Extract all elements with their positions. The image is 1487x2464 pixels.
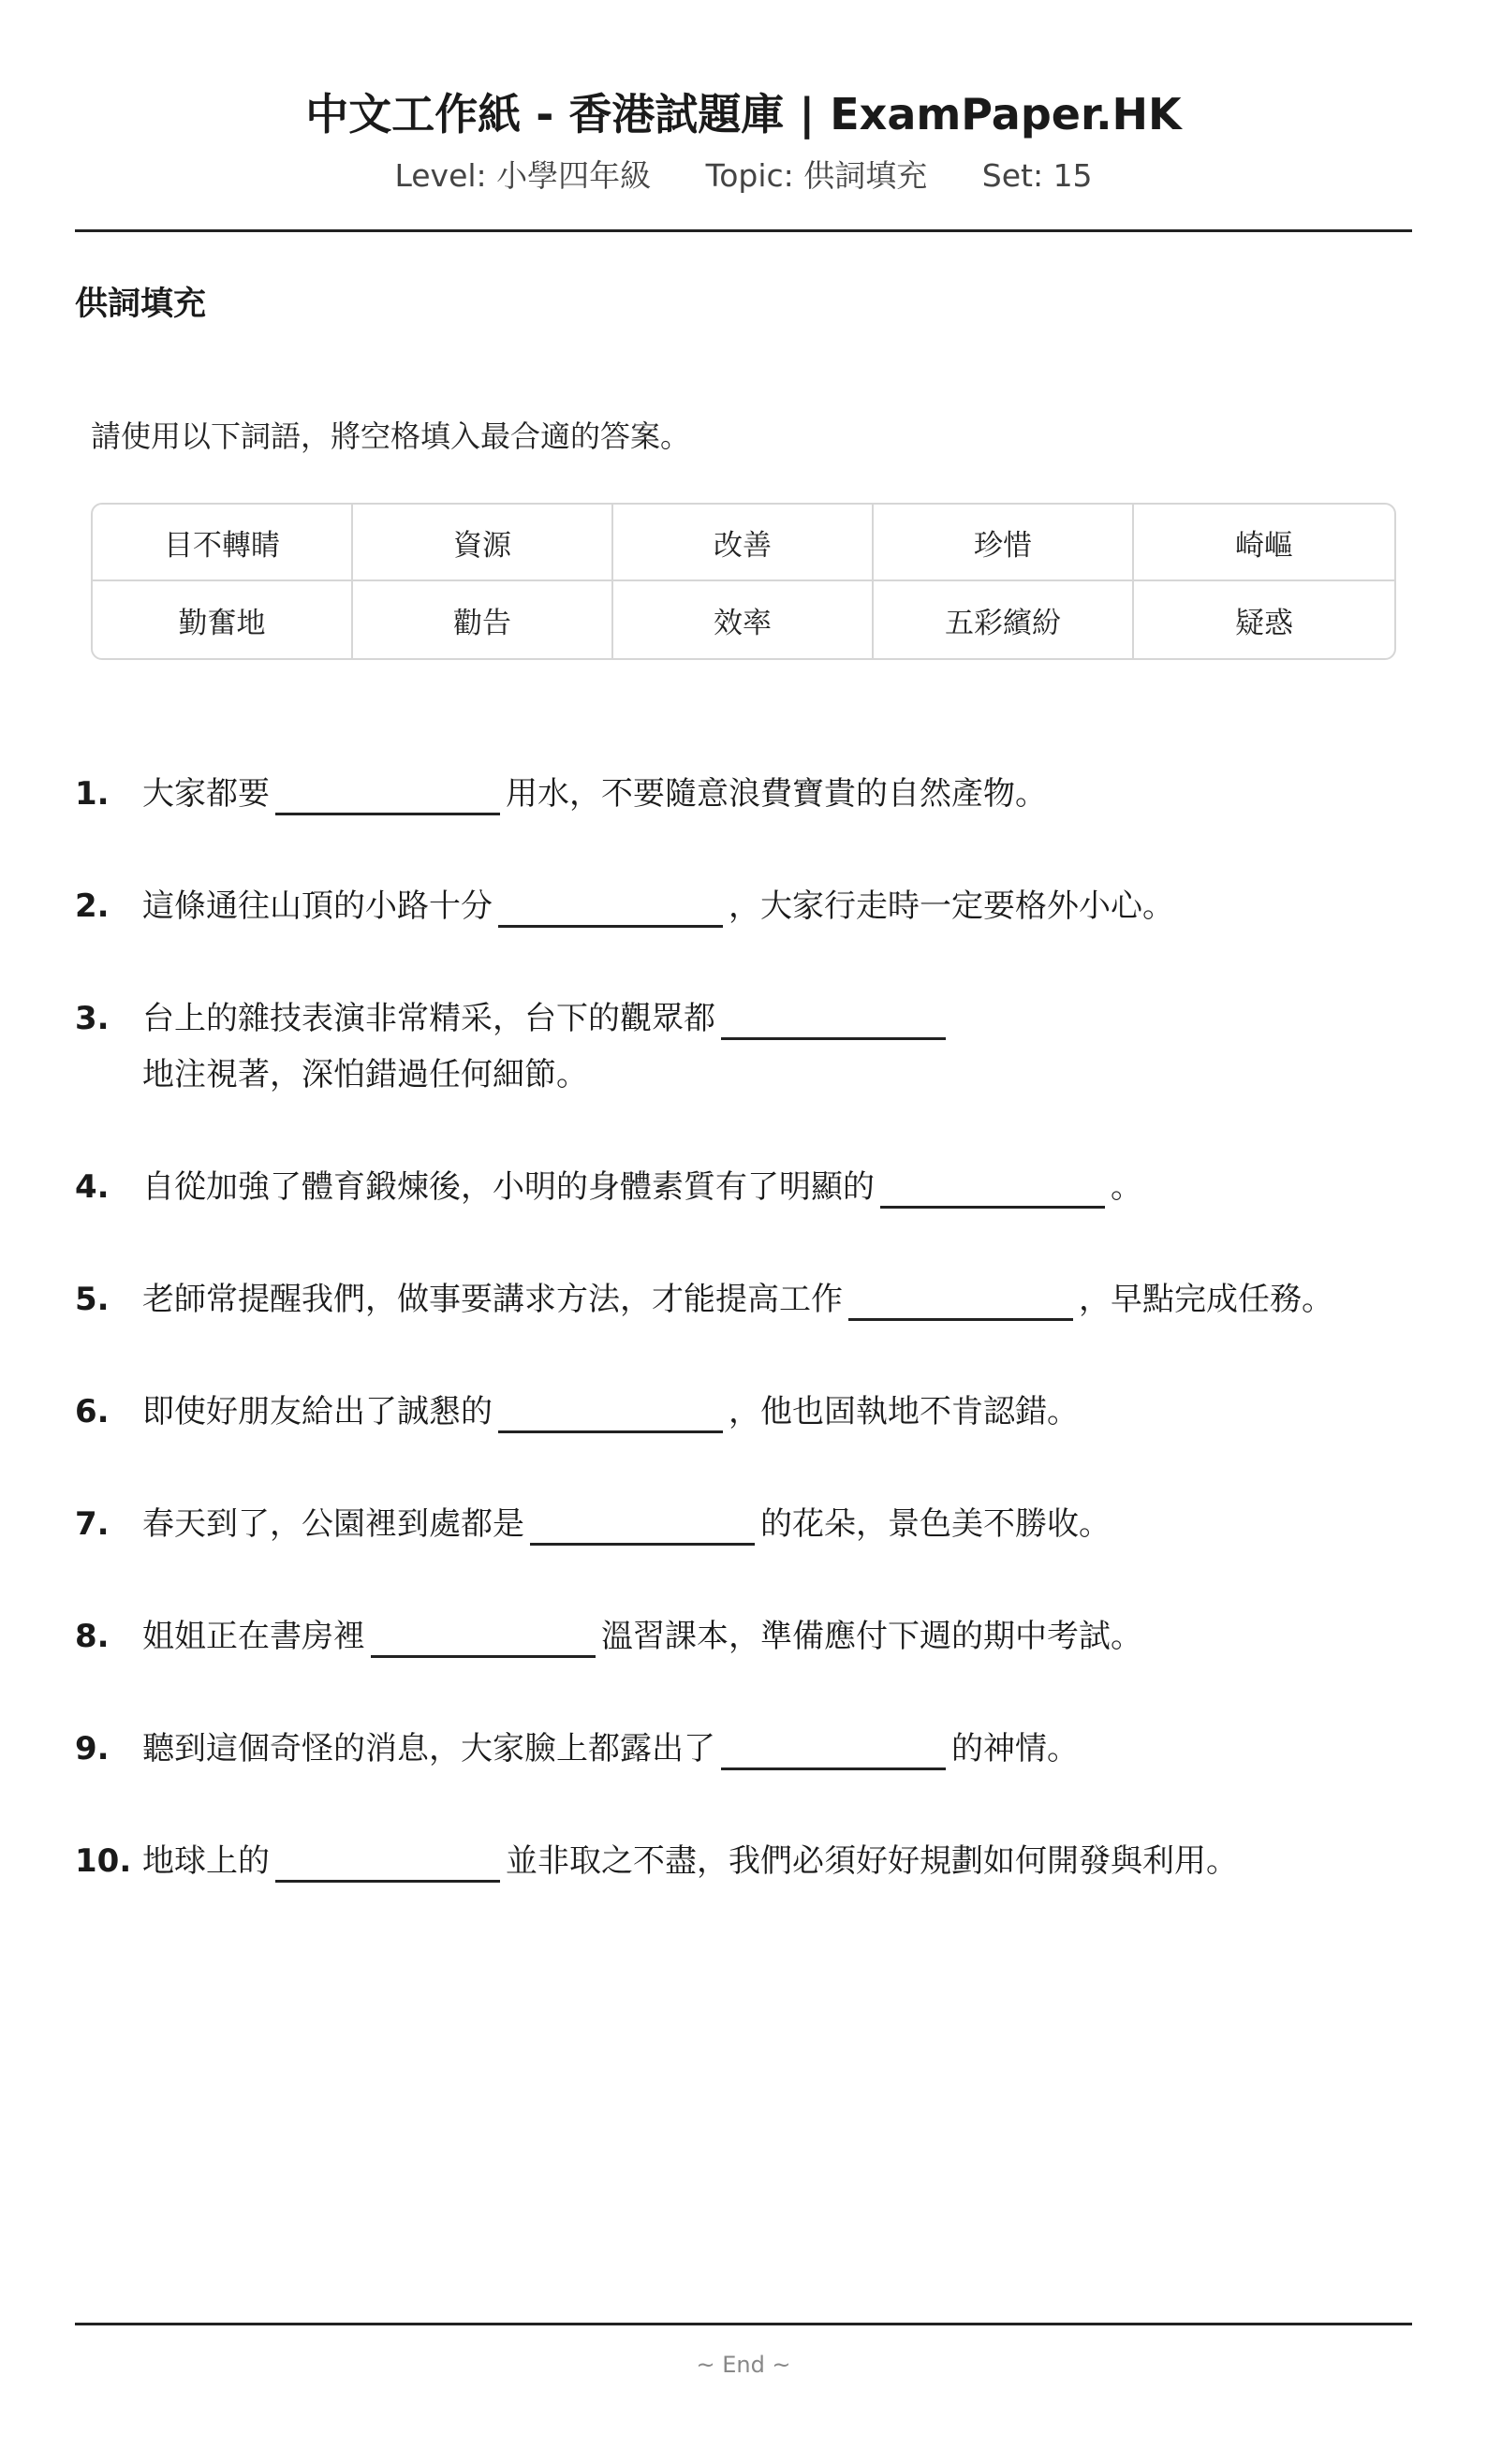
worksheet-header	[75, 0, 1412, 197]
question-number: 8.	[75, 1618, 110, 1655]
question-number: 5.	[75, 1281, 110, 1318]
question-item	[75, 1833, 1412, 1889]
question-number: 2.	[75, 887, 110, 925]
word-bank-cell: 目不轉睛	[93, 505, 353, 581]
question-item	[75, 766, 1412, 822]
footer-divider	[75, 2323, 1412, 2325]
section-title: 供詞填充	[75, 286, 207, 323]
word-bank-cell: 資源	[353, 505, 613, 581]
question-item	[75, 878, 1412, 934]
word-bank-cell: 改善	[613, 505, 874, 581]
question-text: 即使好朋友給出了誠懇的 ，他也固執地不肯認錯。	[142, 1384, 1412, 1440]
question-number: 1.	[75, 775, 110, 813]
topic-label: Topic: 供詞填充	[705, 157, 928, 194]
level-label: Level: 小學四年級	[394, 157, 652, 194]
worksheet-meta	[75, 155, 1412, 197]
answer-blank[interactable]	[880, 1168, 1105, 1209]
answer-blank[interactable]	[721, 1730, 946, 1770]
answer-blank[interactable]	[275, 775, 500, 815]
question-item	[75, 1721, 1412, 1777]
question-item	[75, 990, 1412, 1103]
answer-blank[interactable]	[498, 887, 723, 928]
word-bank-cell: 崎嶇	[1134, 505, 1394, 581]
footer-text: ~ End ~	[696, 2352, 791, 2378]
set-label: Set: 15	[981, 157, 1093, 194]
question-item	[75, 1496, 1412, 1552]
answer-blank[interactable]	[848, 1281, 1073, 1321]
question-item	[75, 1608, 1412, 1665]
answer-blank[interactable]	[498, 1393, 723, 1433]
question-item	[75, 1271, 1412, 1327]
question-number: 4.	[75, 1168, 110, 1206]
question-text: 老師常提醒我們，做事要講求方法，才能提高工作 ，早點完成任務。	[142, 1271, 1412, 1327]
question-number: 10.	[75, 1842, 132, 1880]
question-text: 大家都要 用水，不要隨意浪費寶貴的自然產物。	[142, 766, 1412, 822]
question-number: 3.	[75, 1000, 110, 1037]
page-title: 中文工作紙 - 香港試題庫 | ExamPaper.HK	[305, 89, 1182, 139]
question-text: 這條通往山頂的小路十分 ，大家行走時一定要格外小心。	[142, 878, 1412, 934]
question-text: 自從加強了體育鍛煉後，小明的身體素質有了明顯的 。	[142, 1159, 1412, 1215]
question-text: 聽到這個奇怪的消息，大家臉上都露出了 的神情。	[142, 1721, 1412, 1777]
instruction-text: 請使用以下詞語，將空格填入最合適的答案。	[91, 418, 691, 454]
question-list	[75, 766, 1412, 1945]
question-text: 台上的雜技表演非常精采，台下的觀眾都 地注視著，深怕錯過任何細節。	[142, 990, 1412, 1103]
question-text: 地球上的 並非取之不盡，我們必須好好規劃如何開發與利用。	[142, 1833, 1412, 1889]
word-bank-cell: 勤奮地	[93, 581, 353, 658]
answer-blank[interactable]	[275, 1842, 500, 1883]
question-text: 姐姐正在書房裡 溫習課本，準備應付下週的期中考試。	[142, 1608, 1412, 1665]
question-number: 6.	[75, 1393, 110, 1430]
word-bank-table	[91, 503, 1396, 660]
word-bank-cell: 珍惜	[874, 505, 1134, 581]
question-item	[75, 1159, 1412, 1215]
answer-blank[interactable]	[371, 1618, 596, 1658]
answer-blank[interactable]	[530, 1505, 755, 1546]
question-text: 春天到了，公園裡到處都是 的花朵，景色美不勝收。	[142, 1496, 1412, 1552]
question-item	[75, 1384, 1412, 1440]
answer-blank[interactable]	[721, 1000, 946, 1040]
header-divider	[75, 229, 1412, 232]
word-bank-cell: 效率	[613, 581, 874, 658]
word-bank-cell: 勸告	[353, 581, 613, 658]
question-number: 7.	[75, 1505, 110, 1543]
word-bank-cell: 疑惑	[1235, 606, 1293, 640]
question-number: 9.	[75, 1730, 110, 1767]
word-bank-cell: 五彩繽紛	[874, 581, 1134, 658]
